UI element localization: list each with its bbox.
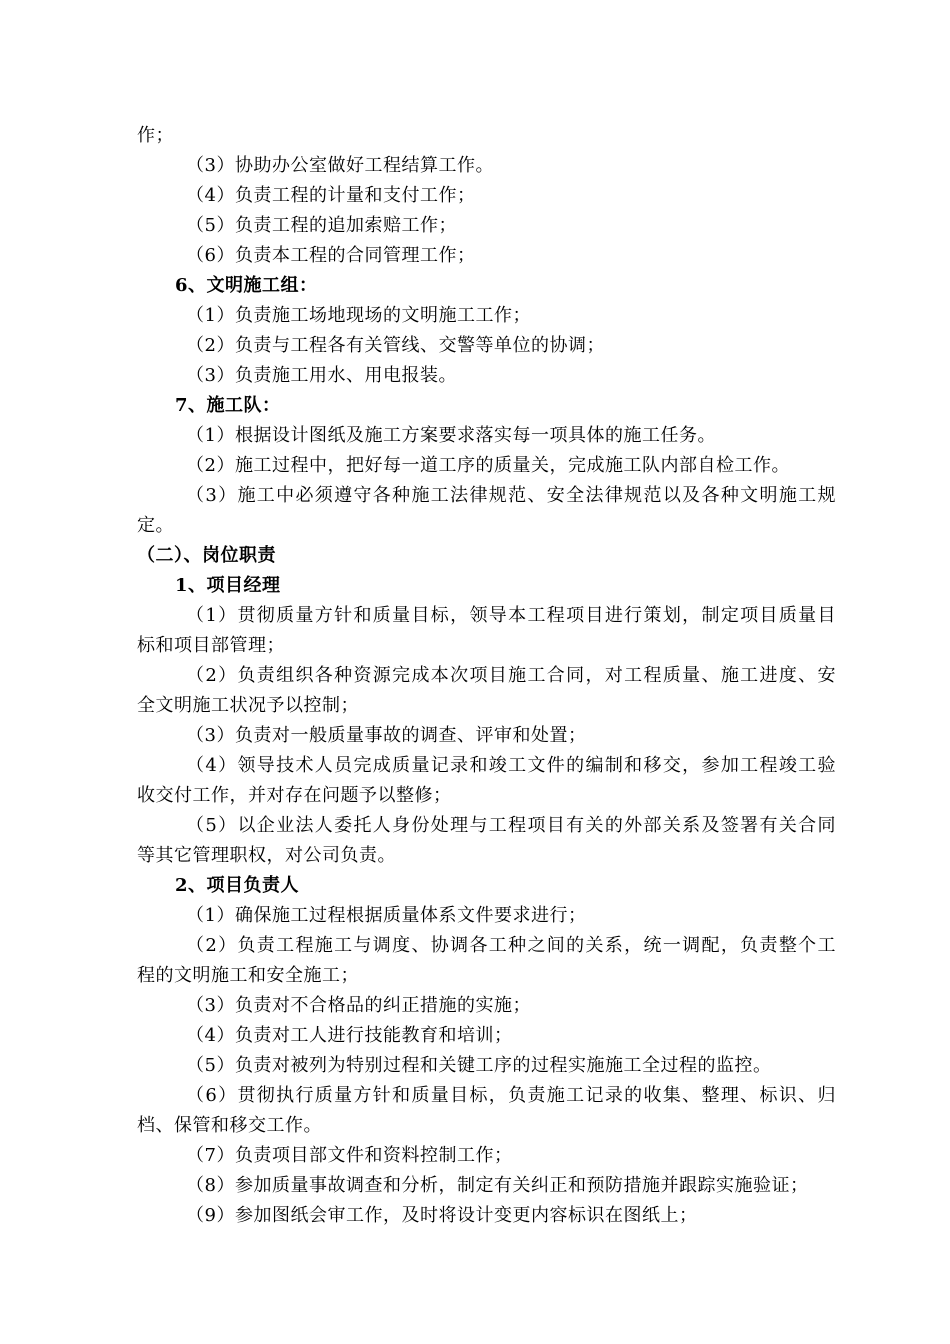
section-heading: 2、项目负责人 (175, 875, 300, 896)
text-line: （1）确保施工过程根据质量体系文件要求进行； (186, 905, 587, 926)
text-line: 收交付工作，并对存在问题予以整修； (137, 785, 452, 806)
text-line: （2）施工过程中，把好每一道工序的质量关，完成施工队内部自检工作。 (186, 455, 790, 476)
text-line: （6）负责本工程的合同管理工作； (186, 245, 476, 266)
text-line: （4）领导技术人员完成质量记录和竣工文件的编制和移交，参加工程竣工验 (186, 755, 836, 776)
section-heading: 7、施工队： (175, 395, 281, 416)
text-line: （4）负责工程的计量和支付工作； (186, 185, 476, 206)
text-line: 等其它管理职权，对公司负责。 (137, 845, 396, 866)
text-line: 作； (137, 125, 174, 146)
text-line: （6）贯彻执行质量方针和质量目标，负责施工记录的收集、整理、标识、归 (186, 1085, 836, 1106)
text-line: （7）负责项目部文件和资料控制工作； (186, 1145, 513, 1166)
text-line: （3）协助办公室做好工程结算工作。 (186, 155, 494, 176)
text-line: 档、保管和移交工作。 (137, 1115, 322, 1136)
text-line: （2）负责组织各种资源完成本次项目施工合同，对工程质量、施工进度、安 (186, 665, 836, 686)
section-heading: （二）、岗位职责 (137, 545, 276, 566)
text-line: （5）以企业法人委托人身份处理与工程项目有关的外部关系及签署有关合同 (186, 815, 836, 836)
text-line: （1）负责施工场地现场的文明施工工作； (186, 305, 531, 326)
text-line: （8）参加质量事故调查和分析，制定有关纠正和预防措施并跟踪实施验证； (186, 1175, 809, 1196)
text-line: （5）负责对被列为特别过程和关键工序的过程实施施工全过程的监控。 (186, 1055, 772, 1076)
text-line: （3）负责施工用水、用电报装。 (186, 365, 457, 386)
text-line: （3）负责对不合格品的纠正措施的实施； (186, 995, 531, 1016)
section-heading: 1、项目经理 (175, 575, 281, 596)
text-line: （5）负责工程的追加索赔工作； (186, 215, 457, 236)
text-line: （3）负责对一般质量事故的调查、评审和处置； (186, 725, 587, 746)
text-line: 程的文明施工和安全施工； (137, 965, 359, 986)
text-line: （1）根据设计图纸及施工方案要求落实每一项具体的施工任务。 (186, 425, 716, 446)
text-line: （9）参加图纸会审工作，及时将设计变更内容标识在图纸上； (186, 1205, 698, 1226)
text-line: （3）施工中必须遵守各种施工法律规范、安全法律规范以及各种文明施工规 (186, 485, 836, 506)
section-heading: 6、文明施工组： (175, 275, 318, 296)
text-line: 全文明施工状况予以控制； (137, 695, 359, 716)
text-line: （4）负责对工人进行技能教育和培训； (186, 1025, 513, 1046)
text-line: （2）负责与工程各有关管线、交警等单位的协调； (186, 335, 605, 356)
text-line: （2）负责工程施工与调度、协调各工种之间的关系，统一调配，负责整个工 (186, 935, 836, 956)
text-line: 定。 (137, 515, 174, 536)
text-line: 标和项目部管理； (137, 635, 285, 656)
text-line: （1）贯彻质量方针和质量目标，领导本工程项目进行策划，制定项目质量目 (186, 605, 836, 626)
